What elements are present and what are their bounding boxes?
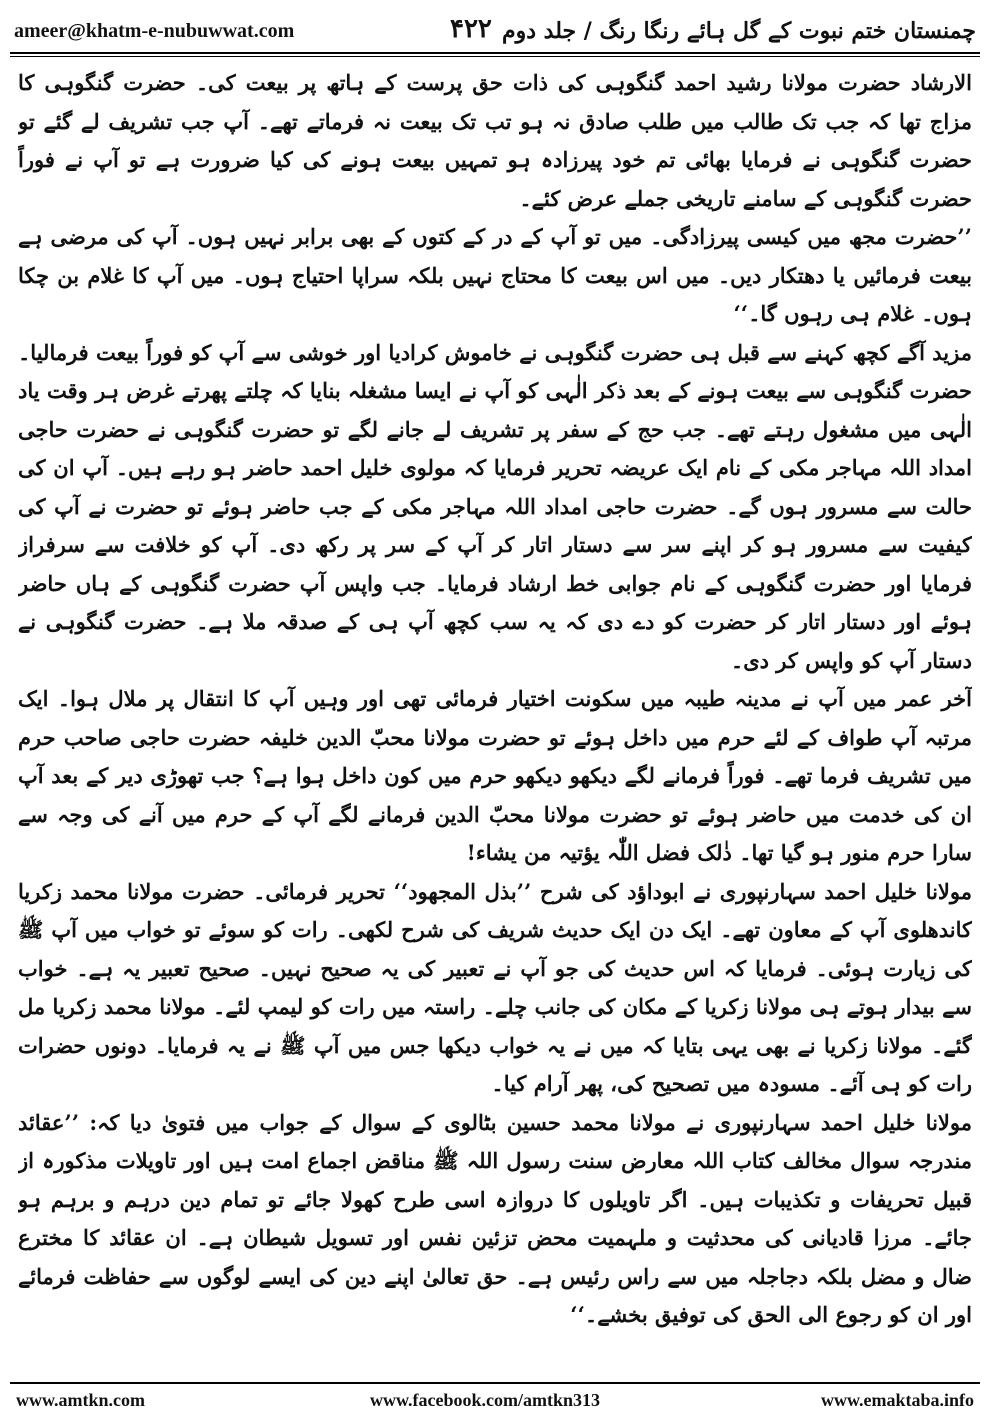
paragraph-2-quote: ’’حضرت مجھ میں کیسی پیرزادگی۔ میں تو آپ کے در کے کتوں کے بھی برابر نہیں ہوں۔ آپ کی مرضی ہے بیعت فرمائیں یا دھتکار دیں۔ میں اس بیعت کا محتاج نہیں بلکہ سراپا احتیاج ہوں۔ میں آپ کا غلام بن چکا ہوں۔ غلام ہی رہوں گا۔‘‘ — [18, 224, 972, 326]
paragraph-6: مولانا خلیل احمد سہارنپوری نے مولانا محمد حسین بٹالوی کے سوال کے جواب میں فتویٰ دیا کہ: ’’عقائد مندرجہ سوال مخالف کتاب اللہ معارض سنت رسول اللہ ﷺ مناقض اجماع امت ہیں اور تاویلات مذکورہ از قبیل تحریفات و تکذیبات ہیں۔ اگر تاویلوں کا دروازہ اسی طرح کھولا جائے تو تمام دین درہم و برہم ہو جائے۔ مرزا قادیانی کی محدثیت و ملہمیت محض تزئین نفس اور تسویل شیطان ہے۔ ان عقائد کا مخترع ضال و مضل بلکہ دجاجلہ میں سے راس رئیس ہے۔ حق تعالیٰ اپنے دین کی ایسے لوگوں سے حفاظت فرمائے اور ان کو رجوع الی الحق کی توفیق بخشے۔‘‘ — [18, 1109, 972, 1327]
paragraph-5: مولانا خلیل احمد سہارنپوری نے ابوداؤد کی شرح ’’بذل المجھود‘‘ تحریر فرمائی۔ حضرت مولانا محمد زکریا کاندھلوی آپ کے معاون تھے۔ ایک دن ایک حدیث شریف کی شرح لکھی۔ رات کو سوئے تو خواب میں آپ ﷺ کی زیارت ہوئی۔ فرمایا کہ اس حدیث کی جو آپ نے تعبیر کی یہ صحیح نہیں۔ صحیح تعبیر یہ ہے۔ خواب سے بیدار ہوتے ہی مولانا زکریا کے مکان کی جانب چلے۔ راستہ میں رات کو لیمپ لئے۔ مولانا محمد زکریا مل گئے۔ مولانا زکریا نے بھی یہی بتایا کہ میں نے یہ خواب دیکھا جس میں آپ ﷺ نے یہ فرمایا۔ دونوں حضرات رات کو ہی آئے۔ مسودہ میں تصحیح کی، پھر آرام کیا۔ — [18, 878, 972, 1096]
header-rule — [10, 52, 980, 54]
footer-link-emaktaba[interactable]: www.emaktaba.info — [820, 1390, 974, 1410]
footer-rule — [10, 1382, 980, 1384]
page-footer — [10, 1390, 980, 1414]
book-title: چمنستان ختم نبوت کے گل ہائے رنگا رنگ / جلد دوم — [501, 18, 976, 44]
paragraph-1: الارشاد حضرت مولانا رشید احمد گنگوہی کی ذات حق پرست کے ہاتھ پر بیعت کی۔ حضرت گنگوہی کا مزاج تھا کہ جب تک طالب میں طلب صادق نہ ہو تب تک بیعت نہ فرماتے تھے۔ آپ جب تشریف لے گئے تو حضرت گنگوہی نے فرمایا بھائی تم خود پیرزادہ ہو تمہیں بیعت ہونے کی کیا ضرورت ہے تو آپ نے فوراً حضرت گنگوہی کے سامنے تاریخی جملے عرض کئے۔ — [18, 70, 972, 211]
header-rule-thin — [10, 56, 980, 57]
footer-link-facebook[interactable]: www.facebook.com/amtkn313 — [370, 1390, 600, 1410]
paragraph-3: مزید آگے کچھ کہنے سے قبل ہی حضرت گنگوہی نے خاموش کرادیا اور خوشی سے آپ کو فوراً بیعت فرمالیا۔ حضرت گنگوہی سے بیعت ہونے کے بعد ذکر الٰہی کو آپ نے ایسا مشغلہ بنایا کہ چلتے پھرتے غرض ہر وقت یاد الٰہی میں مشغول رہتے تھے۔ جب حج کے سفر پر تشریف لے جانے لگے تو حضرت گنگوہی نے حضرت حاجی امداد اللہ مہاجر مکی کے نام ایک عریضہ تحریر فرمایا کہ مولوی خلیل احمد حاضر ہو رہے ہیں۔ آپ ان کی حالت سے مسرور ہوں گے۔ حضرت حاجی امداد اللہ مہاجر مکی کے جب حاضر ہوئے تو حضرت نے آپ کی کیفیت سے مسرور ہو کر اپنے سر سے دستار اتار کر آپ کے سر پر رکھ دی۔ آپ کو خلافت سے سرفراز فرمایا اور حضرت گنگوہی کے نام جوابی خط ارشاد فرمایا۔ جب واپس آپ حضرت گنگوہی کے ہاں حاضر ہوئے اور دستار اتار کر حضرت کو دے دی کہ یہ سب کچھ آپ ہی کے صدقہ ملا ہے۔ حضرت گنگوہی نے دستار آپ کو واپس کر دی۔ — [18, 339, 972, 673]
page-header — [10, 6, 980, 46]
footer-link-amtkn[interactable]: www.amtkn.com — [16, 1390, 145, 1410]
page-body — [18, 64, 972, 1374]
paragraph-4: آخر عمر میں آپ نے مدینہ طیبہ میں سکونت اختیار فرمائی تھی اور وہیں آپ کا انتقال پر ملال ہوا۔ ایک مرتبہ آپ طواف کے لئے حرم میں داخل ہوئے تو حضرت مولانا محبّ الدین خلیفہ حضرت حاجی صاحب حرم میں تشریف فرما تھے۔ فوراً فرمانے لگے دیکھو دیکھو حرم میں کون داخل ہوا ہے؟ جب تھوڑی دیر کے بعد آپ ان کی خدمت میں حاضر ہوئے تو حضرت مولانا محبّ الدین فرمانے لگے آپ کے حرم میں آنے کی وجہ سے سارا حرم منور ہو گیا تھا۔ ذٰلک فضل اللّٰہ یؤتیہ من یشاء! — [18, 686, 972, 865]
page-number: ۴۲۲ — [450, 14, 492, 44]
header-email[interactable]: ameer@khatm-e-nubuwwat.com — [14, 20, 295, 42]
